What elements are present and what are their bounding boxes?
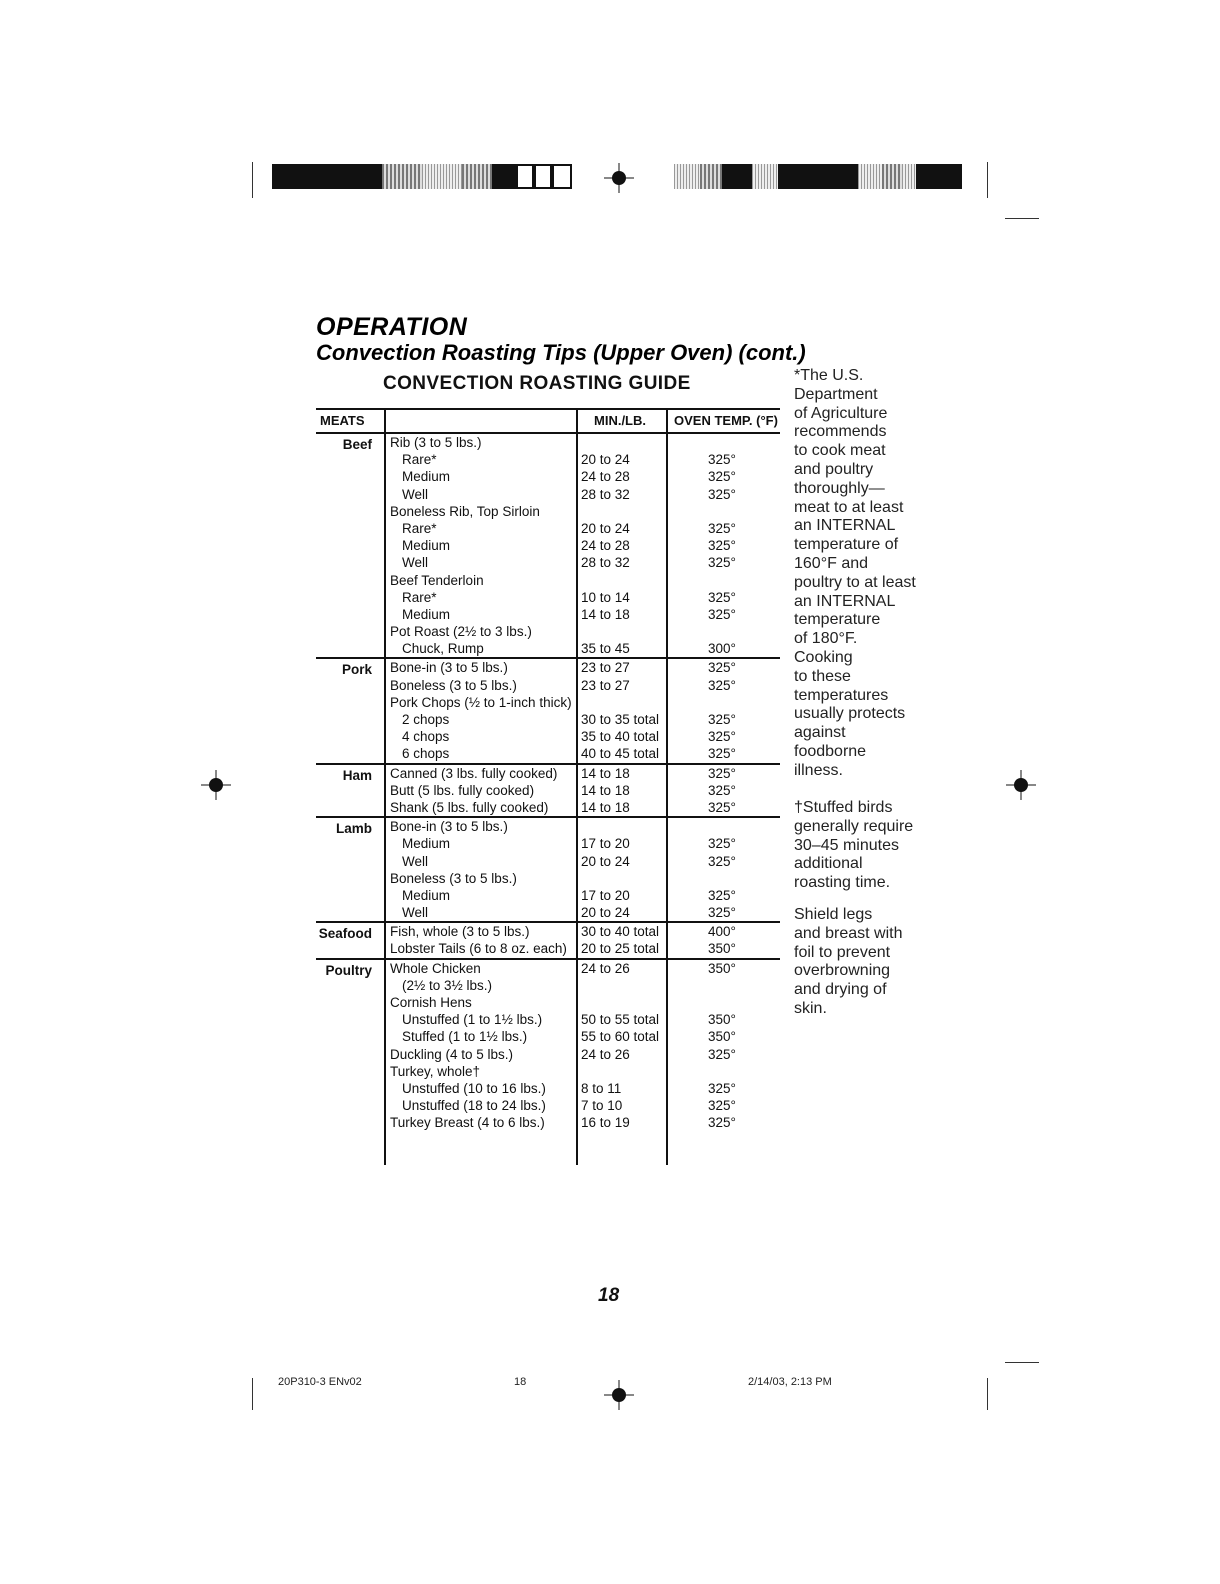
min-per-lb-cell: 50 to 55 total [581, 1012, 660, 1028]
min-per-lb-cell: 14 to 18 [581, 606, 630, 622]
shield-note: Shield legs and breast with foil to prevent overbrowning and drying of skin. [794, 906, 903, 1017]
meat-group-label: Beef [342, 437, 372, 452]
cut-cell: Medium [402, 887, 451, 903]
oven-temp-cell: 325° [708, 853, 736, 869]
col-header-meats: MEATS [320, 413, 365, 428]
min-per-lb-cell: 28 to 32 [581, 555, 630, 571]
crop-mark [252, 1378, 253, 1410]
crop-mark [1005, 1362, 1039, 1363]
cut-cell: Duckling (4 to 5 lbs.) [390, 1046, 514, 1062]
cut-cell: 4 chops [402, 729, 450, 745]
cut-cell: Boneless (3 to 5 lbs.) [390, 870, 517, 886]
min-per-lb-cell: 40 to 45 total [581, 746, 660, 762]
oven-temp-cell: 325° [708, 746, 736, 762]
oven-temp-cell: 350° [708, 1029, 736, 1045]
min-per-lb-cell: 55 to 60 total [581, 1029, 660, 1045]
meat-group-label: Seafood [318, 926, 372, 942]
min-per-lb-cell: 28 to 32 [581, 486, 630, 502]
cut-cell: Beef Tenderloin [390, 572, 484, 588]
min-per-lb-cell: 35 to 45 [581, 641, 630, 657]
cut-cell: Unstuffed (18 to 24 lbs.) [402, 1098, 546, 1114]
min-per-lb-cell: 30 to 35 total [581, 712, 660, 727]
min-per-lb-cell: 20 to 24 [581, 905, 630, 921]
oven-temp-cell: 325° [708, 660, 736, 676]
min-per-lb-cell: 8 to 11 [581, 1080, 622, 1096]
oven-temp-cell: 325° [708, 1115, 736, 1131]
oven-temp-cell: 325° [708, 469, 736, 485]
oven-temp-cell: 350° [708, 960, 736, 976]
registration-target-icon [604, 163, 634, 193]
oven-temp-cell: 325° [708, 712, 736, 727]
oven-temp-cell: 325° [708, 538, 736, 554]
min-per-lb-cell: 20 to 24 [581, 452, 630, 468]
meat-group-label: Ham [342, 767, 372, 783]
oven-temp-cell: 325° [708, 1080, 736, 1096]
crop-mark [987, 1378, 988, 1410]
oven-temp-cell: 300° [708, 641, 736, 657]
min-per-lb-cell: 24 to 26 [581, 960, 630, 976]
cut-cell: Medium [402, 606, 451, 622]
cut-cell: Butt (5 lbs. fully cooked) [390, 782, 535, 798]
page-number: 18 [598, 1285, 620, 1306]
cut-cell: Whole Chicken [390, 960, 481, 976]
column-divider [384, 408, 386, 1165]
oven-temp-cell: 325° [708, 677, 736, 693]
min-per-lb-cell: 24 to 28 [581, 469, 630, 485]
min-per-lb-cell: 17 to 20 [581, 836, 630, 852]
registration-target-icon [201, 770, 231, 800]
cut-cell: Well [402, 905, 429, 921]
meat-group-label: Poultry [325, 962, 372, 978]
min-per-lb-cell: 16 to 19 [581, 1115, 630, 1131]
min-per-lb-cell: 23 to 27 [581, 660, 630, 676]
oven-temp-cell: 325° [708, 782, 736, 798]
cut-cell: 6 chops [402, 746, 450, 762]
cut-cell: Boneless Rib, Top Sirloin [390, 503, 540, 519]
min-per-lb-cell: 20 to 24 [581, 520, 630, 536]
min-per-lb-cell: 10 to 14 [581, 589, 630, 605]
min-per-lb-cell: 14 to 18 [581, 765, 630, 781]
cut-cell: Chuck, Rump [402, 641, 484, 657]
cut-cell: Shank (5 lbs. fully cooked) [390, 799, 549, 815]
oven-temp-cell: 350° [708, 1012, 736, 1028]
cut-cell: Well [402, 853, 429, 869]
cut-cell: Rib (3 to 5 lbs.) [390, 435, 482, 450]
footer-page: 18 [514, 1376, 527, 1388]
oven-temp-cell: 325° [708, 606, 736, 622]
usda-note: *The U.S. Department of Agriculture recommends to cook meat and poultry thoroughly— meat to at least an INTERNAL temperature of 160°F and poultry to at least an INTERNAL temperature of 180°F. Cooking to these temperatures usually protects against foodborne illness. [794, 367, 916, 779]
cut-cell: Turkey Breast (4 to 6 lbs.) [390, 1115, 545, 1131]
cut-cell: Turkey, whole† [390, 1063, 481, 1079]
cut-cell: Well [402, 486, 429, 502]
cut-cell: Medium [402, 836, 451, 852]
cut-cell: Medium [402, 538, 451, 554]
color-bar-left [272, 164, 572, 189]
registration-target-icon [1006, 770, 1036, 800]
oven-temp-cell: 325° [708, 1046, 736, 1062]
meat-group-label: Lamb [335, 821, 372, 837]
oven-temp-cell: 325° [708, 887, 736, 903]
min-per-lb-cell: 7 to 10 [581, 1098, 623, 1114]
cut-cell: Well [402, 555, 429, 571]
col-header-temp: OVEN TEMP. (°F) [674, 413, 778, 428]
oven-temp-cell: 325° [708, 555, 736, 571]
footer-code: 20P310-3 ENv02 [278, 1376, 362, 1388]
column-divider [576, 408, 578, 1165]
cut-cell: Canned (3 lbs. fully cooked) [390, 765, 558, 781]
registration-target-icon [604, 1380, 634, 1410]
oven-temp-cell: 325° [708, 486, 736, 502]
min-per-lb-cell: 14 to 18 [581, 799, 630, 815]
cut-cell: Rare* [402, 520, 437, 536]
cut-cell: Pork Chops (½ to 1-inch thick) [390, 694, 572, 710]
oven-temp-cell: 325° [708, 520, 736, 536]
min-per-lb-cell: 23 to 27 [581, 677, 630, 693]
meat-group-label: Pork [341, 662, 372, 678]
footer-date: 2/14/03, 2:13 PM [748, 1376, 832, 1388]
oven-temp-cell: 325° [708, 836, 736, 852]
oven-temp-cell: 325° [708, 765, 736, 781]
stuffed-birds-note: †Stuffed birds generally require 30–45 minutes additional roasting time. [794, 799, 914, 892]
oven-temp-cell: 350° [708, 941, 736, 957]
min-per-lb-cell: 20 to 24 [581, 853, 630, 869]
cut-cell: Rare* [402, 589, 437, 605]
oven-temp-cell: 325° [708, 729, 736, 745]
cut-cell: Stuffed (1 to 1½ lbs.) [402, 1029, 528, 1045]
min-per-lb-cell: 30 to 40 total [581, 924, 660, 940]
min-per-lb-cell: 35 to 40 total [581, 729, 660, 745]
cut-cell: Bone-in (3 to 5 lbs.) [390, 660, 508, 676]
cut-cell: Rare* [402, 452, 437, 468]
cut-cell: Lobster Tails (6 to 8 oz. each) [390, 941, 567, 957]
crop-mark [252, 162, 253, 198]
column-divider [666, 408, 668, 1165]
oven-temp-cell: 325° [708, 905, 736, 921]
page-subtitle: Convection Roasting Tips (Upper Oven) (cont.) [316, 340, 806, 365]
cut-cell: Medium [402, 469, 451, 485]
guide-title: CONVECTION ROASTING GUIDE [383, 373, 691, 394]
cut-cell: Unstuffed (1 to 1½ lbs.) [402, 1012, 543, 1028]
color-bar-right [674, 164, 962, 189]
min-per-lb-cell: 24 to 26 [581, 1046, 630, 1062]
oven-temp-cell: 325° [708, 799, 736, 815]
col-header-min: MIN./LB. [594, 413, 646, 428]
cut-cell: Unstuffed (10 to 16 lbs.) [402, 1080, 546, 1096]
cut-cell: Fish, whole (3 to 5 lbs.) [390, 924, 530, 940]
oven-temp-cell: 325° [708, 589, 736, 605]
crop-mark [987, 162, 988, 198]
oven-temp-cell: 400° [708, 924, 736, 940]
cut-cell: Cornish Hens [390, 995, 472, 1010]
min-per-lb-cell: 20 to 25 total [581, 941, 660, 957]
cut-cell: 2 chops [402, 712, 450, 727]
min-per-lb-cell: 17 to 20 [581, 887, 630, 903]
section-heading: OPERATION [316, 313, 468, 341]
oven-temp-cell: 325° [708, 1098, 736, 1114]
cut-cell: Pot Roast (2½ to 3 lbs.) [390, 624, 532, 640]
cut-cell: (2½ to 3½ lbs.) [402, 977, 493, 993]
cut-cell: Bone-in (3 to 5 lbs.) [390, 819, 508, 835]
min-per-lb-cell: 24 to 28 [581, 538, 630, 554]
min-per-lb-cell: 14 to 18 [581, 782, 630, 798]
crop-mark [1005, 218, 1039, 219]
oven-temp-cell: 325° [708, 452, 736, 468]
cut-cell: Boneless (3 to 5 lbs.) [390, 677, 517, 693]
